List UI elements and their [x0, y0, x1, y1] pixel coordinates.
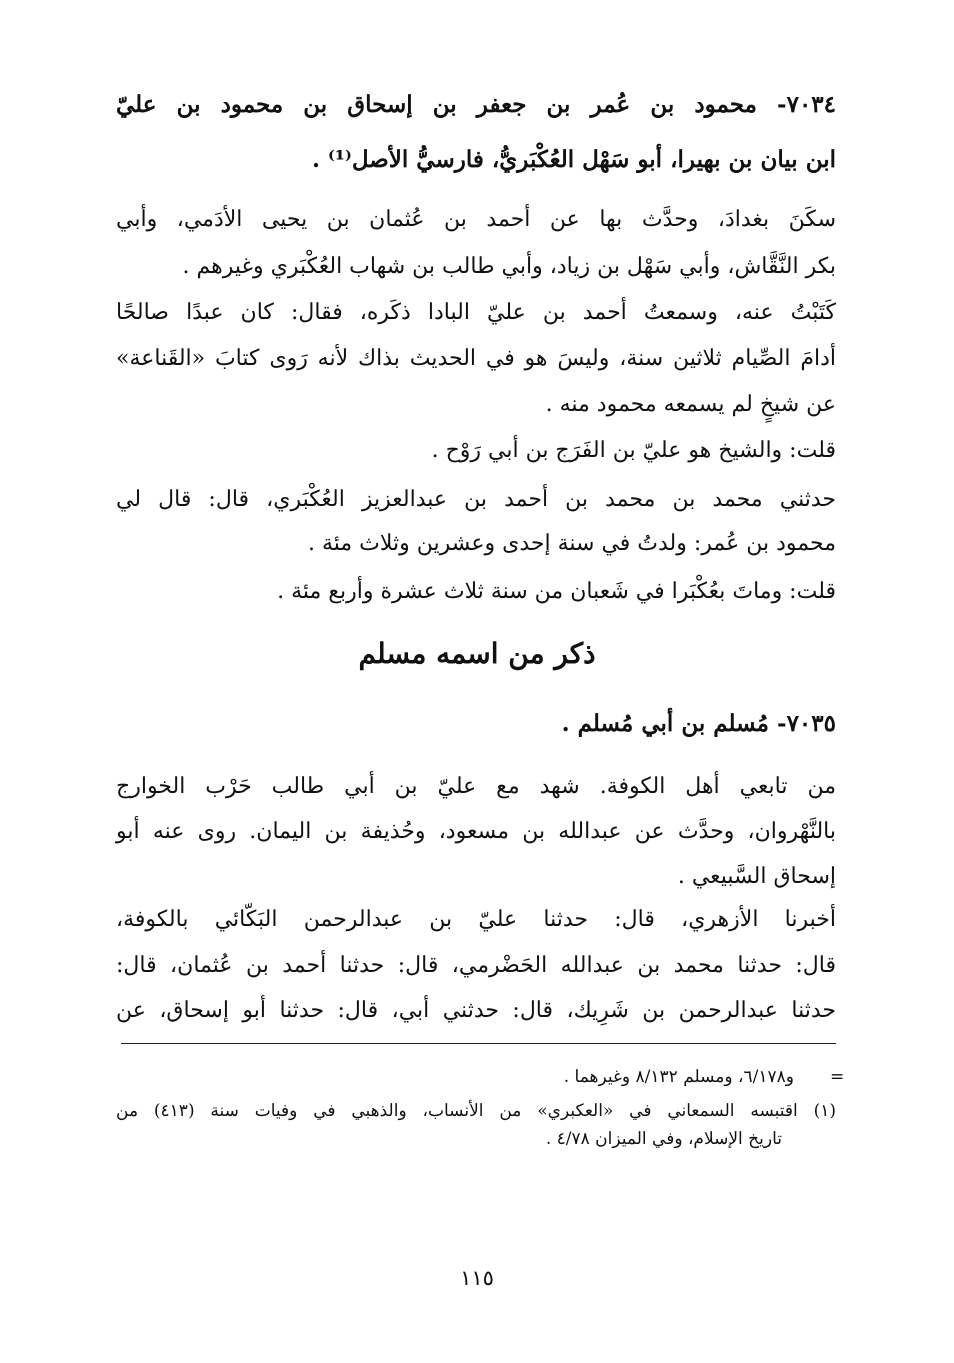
entry-7035-number: ٧٠٣٥-	[777, 710, 836, 737]
entry-7034-body-line: كَتَبْتُ عنه، وسمعتُ أحمد بن عليّ البادا ذكَره، فقال: كان عبدًا صالحًا	[116, 300, 836, 325]
entry-7034-number: ٧٠٣٤-	[777, 91, 837, 118]
entry-7034-header-line2: ابن بيان بن بهيرا، أبو سَهْل العُكْبَريُّ، فارسيُّ الأصل⁽¹⁾ .	[312, 146, 836, 173]
footnote-separator	[121, 1043, 836, 1044]
entry-7034-body-line: عن شيخٍ لم يسمعه محمود منه .	[545, 392, 836, 417]
entry-7035-body-line: من تابعي أهل الكوفة. شهد مع عليّ بن أبي طالب حَرْب الخوارج	[116, 774, 836, 799]
entry-7035-body-line: إسحاق السَّبيعي .	[677, 864, 836, 889]
entry-7034-body-line: سكَنَ بغدادَ، وحدَّث بها عن أحمد بن عُثمان بن يحيى الأدَمي، وأبي	[116, 207, 836, 232]
footnote-continuation-marker: =	[830, 1067, 845, 1087]
footnote-1-line1: (١) اقتبسه السمعاني في «العكبري» من الأنساب، والذهبي في وفيات سنة (٤١٣) من	[116, 1101, 836, 1121]
entry-7035-header-text: مُسلم بن أبي مُسلم .	[561, 710, 770, 737]
entry-7035-body-line: أخبرنا الأزهري، قال: حدثنا عليّ بن عبدالرحمن البَكّائي بالكوفة،	[116, 907, 836, 932]
entry-7034-body-line: قلت: وماتَ بعُكْبَرا في شَعبان من سنة ثلاث عشرة وأربع مئة .	[277, 579, 836, 604]
entry-7035-body-line: بالنَّهْروان، وحدَّث عن عبدالله بن مسعود، وحُذيفة بن اليمان. روى عنه أبو	[116, 819, 836, 844]
page-number: ١١٥	[460, 1266, 494, 1290]
entry-7034-body-line: أدامَ الصِّيام ثلاثين سنة، وليسَ هو في الحديث بذاك لأنه رَوى كتابَ «القَناعة»	[116, 346, 836, 371]
footnote-continuation: و٦/١٧٨، ومسلم ٨/١٣٢ وغيرهما .	[563, 1067, 794, 1087]
entry-7034-body-line: حدثني محمد بن محمد بن أحمد بن عبدالعزيز العُكْبَري، قال: قال لي	[116, 487, 836, 512]
entry-7034-body-line: قلت: والشيخ هو عليّ بن الفَرَج بن أبي رَوْح .	[431, 438, 836, 463]
entry-7035-body-line: حدثنا عبدالرحمن بن شَرِيك، قال: حدثني أبي، قال: حدثنا أبو إسحاق، عن	[116, 998, 836, 1023]
entry-7034-body-line: بكر النَّقَّاش، وأبي سَهْل بن زياد، وأبي طالب بن شهاب العُكْبَري وغيرهم .	[182, 254, 836, 279]
footnote-1-line2: تاريخ الإسلام، وفي الميزان ٤/٧٨ .	[545, 1129, 782, 1149]
entry-7034-body-line: محمود بن عُمر: ولدتُ في سنة إحدى وعشرين وثلاث مئة .	[307, 531, 836, 556]
section-heading: ذكر من اسمه مسلم	[358, 637, 596, 670]
entry-7035-header	[116, 707, 836, 741]
entry-7035-body-line: قال: حدثنا محمد بن عبدالله الحَضْرمي، قال: حدثنا أحمد بن عُثمان، قال:	[116, 953, 836, 978]
entry-7034-header-text: محمود بن عُمر بن جعفر بن إسحاق بن محمود بن عليّ	[116, 91, 757, 118]
entry-7034-header-line1	[116, 88, 836, 122]
